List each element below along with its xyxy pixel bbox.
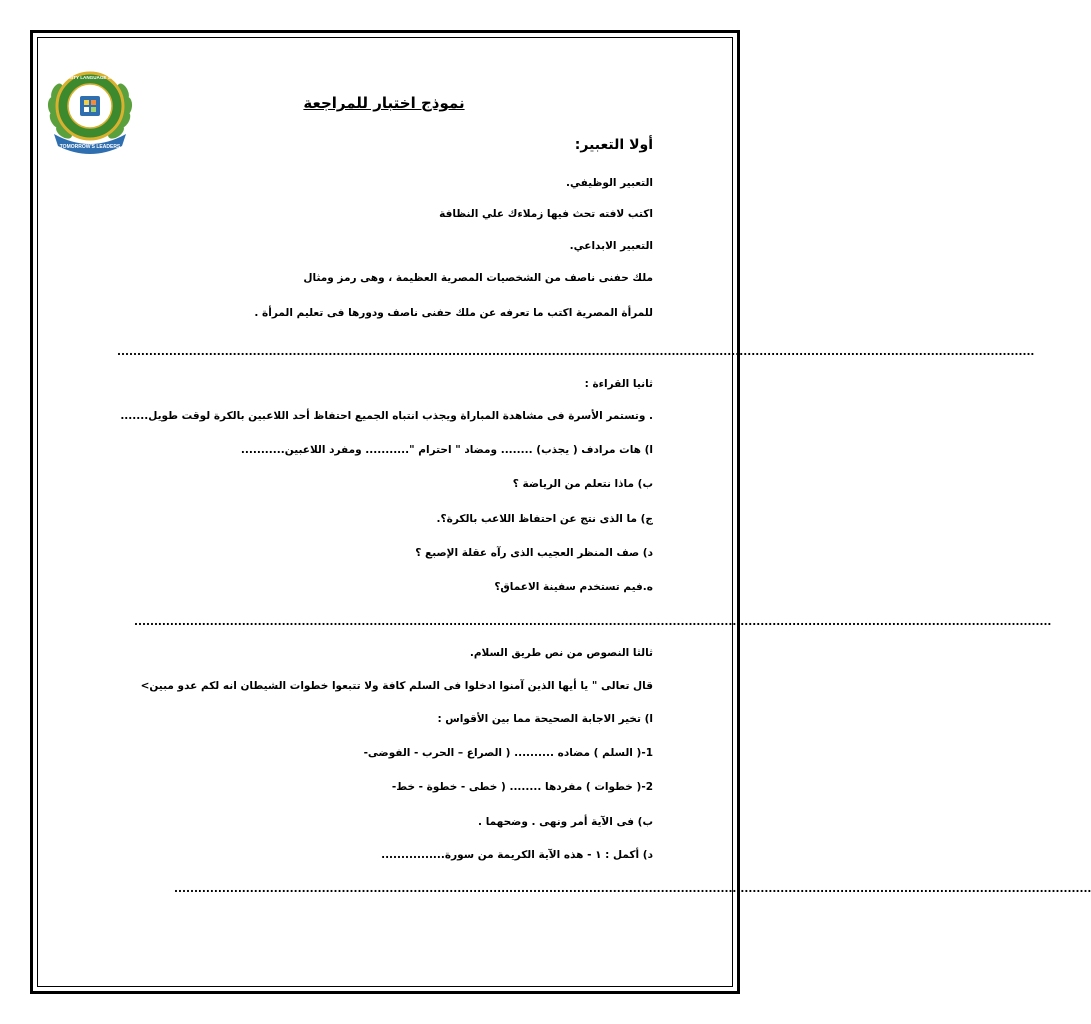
answer-dotted-line-3: ...................................................................................................................................................................................................................................... [174, 883, 1091, 895]
answer-dotted-line-2: ...................................................................................................................................................................................................................................... [134, 616, 1052, 628]
texts-question-a: ا) تخير الاجابة الصحيحة مما بين الأقواس : [437, 713, 653, 725]
creative-expression-label: التعبير الابداعي. [569, 240, 653, 252]
texts-question-a2: 2-( خطوات ) مفردها ........ ( خطى - خطوة - خط- [391, 781, 653, 793]
reading-question-a: ا) هات مرادف ( يجذب) ........ ومضاد " احترام "........... ومفرد اللاعبين........... [240, 444, 653, 456]
logo-top-text: MATERNITY LANGUAGE SCHOOL [52, 75, 128, 80]
answer-dotted-line-1: ...................................................................................................................................................................................................................................... [117, 346, 1035, 358]
creative-expression-line-2: للمرأة المصرية اكتب ما تعرفه عن ملك حفنى ناصف ودورها فى تعليم المرأة . [254, 307, 653, 319]
reading-question-e: ه.فيم تستخدم سفينة الاعماق؟ [494, 581, 653, 593]
texts-question-b: ب) فى الآية أمر ونهى . وضحهما . [478, 816, 653, 828]
functional-expression-task: اكتب لافته تحث فيها زملاءك علي النظافة [439, 208, 653, 220]
section2-heading: ثانيا القراءة : [584, 378, 653, 390]
section3-heading: ثالثا النصوص من نص طريق السلام. [469, 647, 653, 659]
logo-ribbon-text: TOMORROW'S LEADERS [59, 144, 121, 150]
reading-question-d: د) صف المنظر العجيب الذى رآه عقلة الإصبع ؟ [415, 547, 653, 559]
section1-heading: أولا التعبير: [574, 137, 653, 153]
texts-question-a1: 1-( السلم ) مضاده .......... ( الصراع – الحرب - الفوضى- [363, 747, 653, 759]
reading-question-b: ب) ماذا نتعلم من الرياضة ؟ [512, 478, 653, 490]
texts-question-d: د) أكمل : ١ - هذه الآية الكريمة من سورة................ [381, 849, 653, 861]
page-title: نموذج اختبار للمراجعة [303, 94, 465, 112]
quranic-verse: قال تعالى " يا أيها الذين آمنوا ادخلوا فى السلم كافة ولا تتبعوا خطوات الشيطان انه لكم عدو مبين> [140, 680, 653, 692]
reading-passage: . وتستمر الأسرة فى مشاهدة المباراة ويجذب انتباه الجميع احتفاظ أحد اللاعبين بالكرة لوقت طويل....... [120, 410, 653, 422]
reading-question-c: ج) ما الذى نتج عن احتفاظ اللاعب بالكرة؟. [436, 513, 653, 525]
functional-expression-label: التعبير الوظيفي. [566, 177, 653, 189]
creative-expression-line-1: ملك حفنى ناصف من الشخصيات المصرية العظيمة ، وهى رمز ومثال [303, 272, 653, 284]
